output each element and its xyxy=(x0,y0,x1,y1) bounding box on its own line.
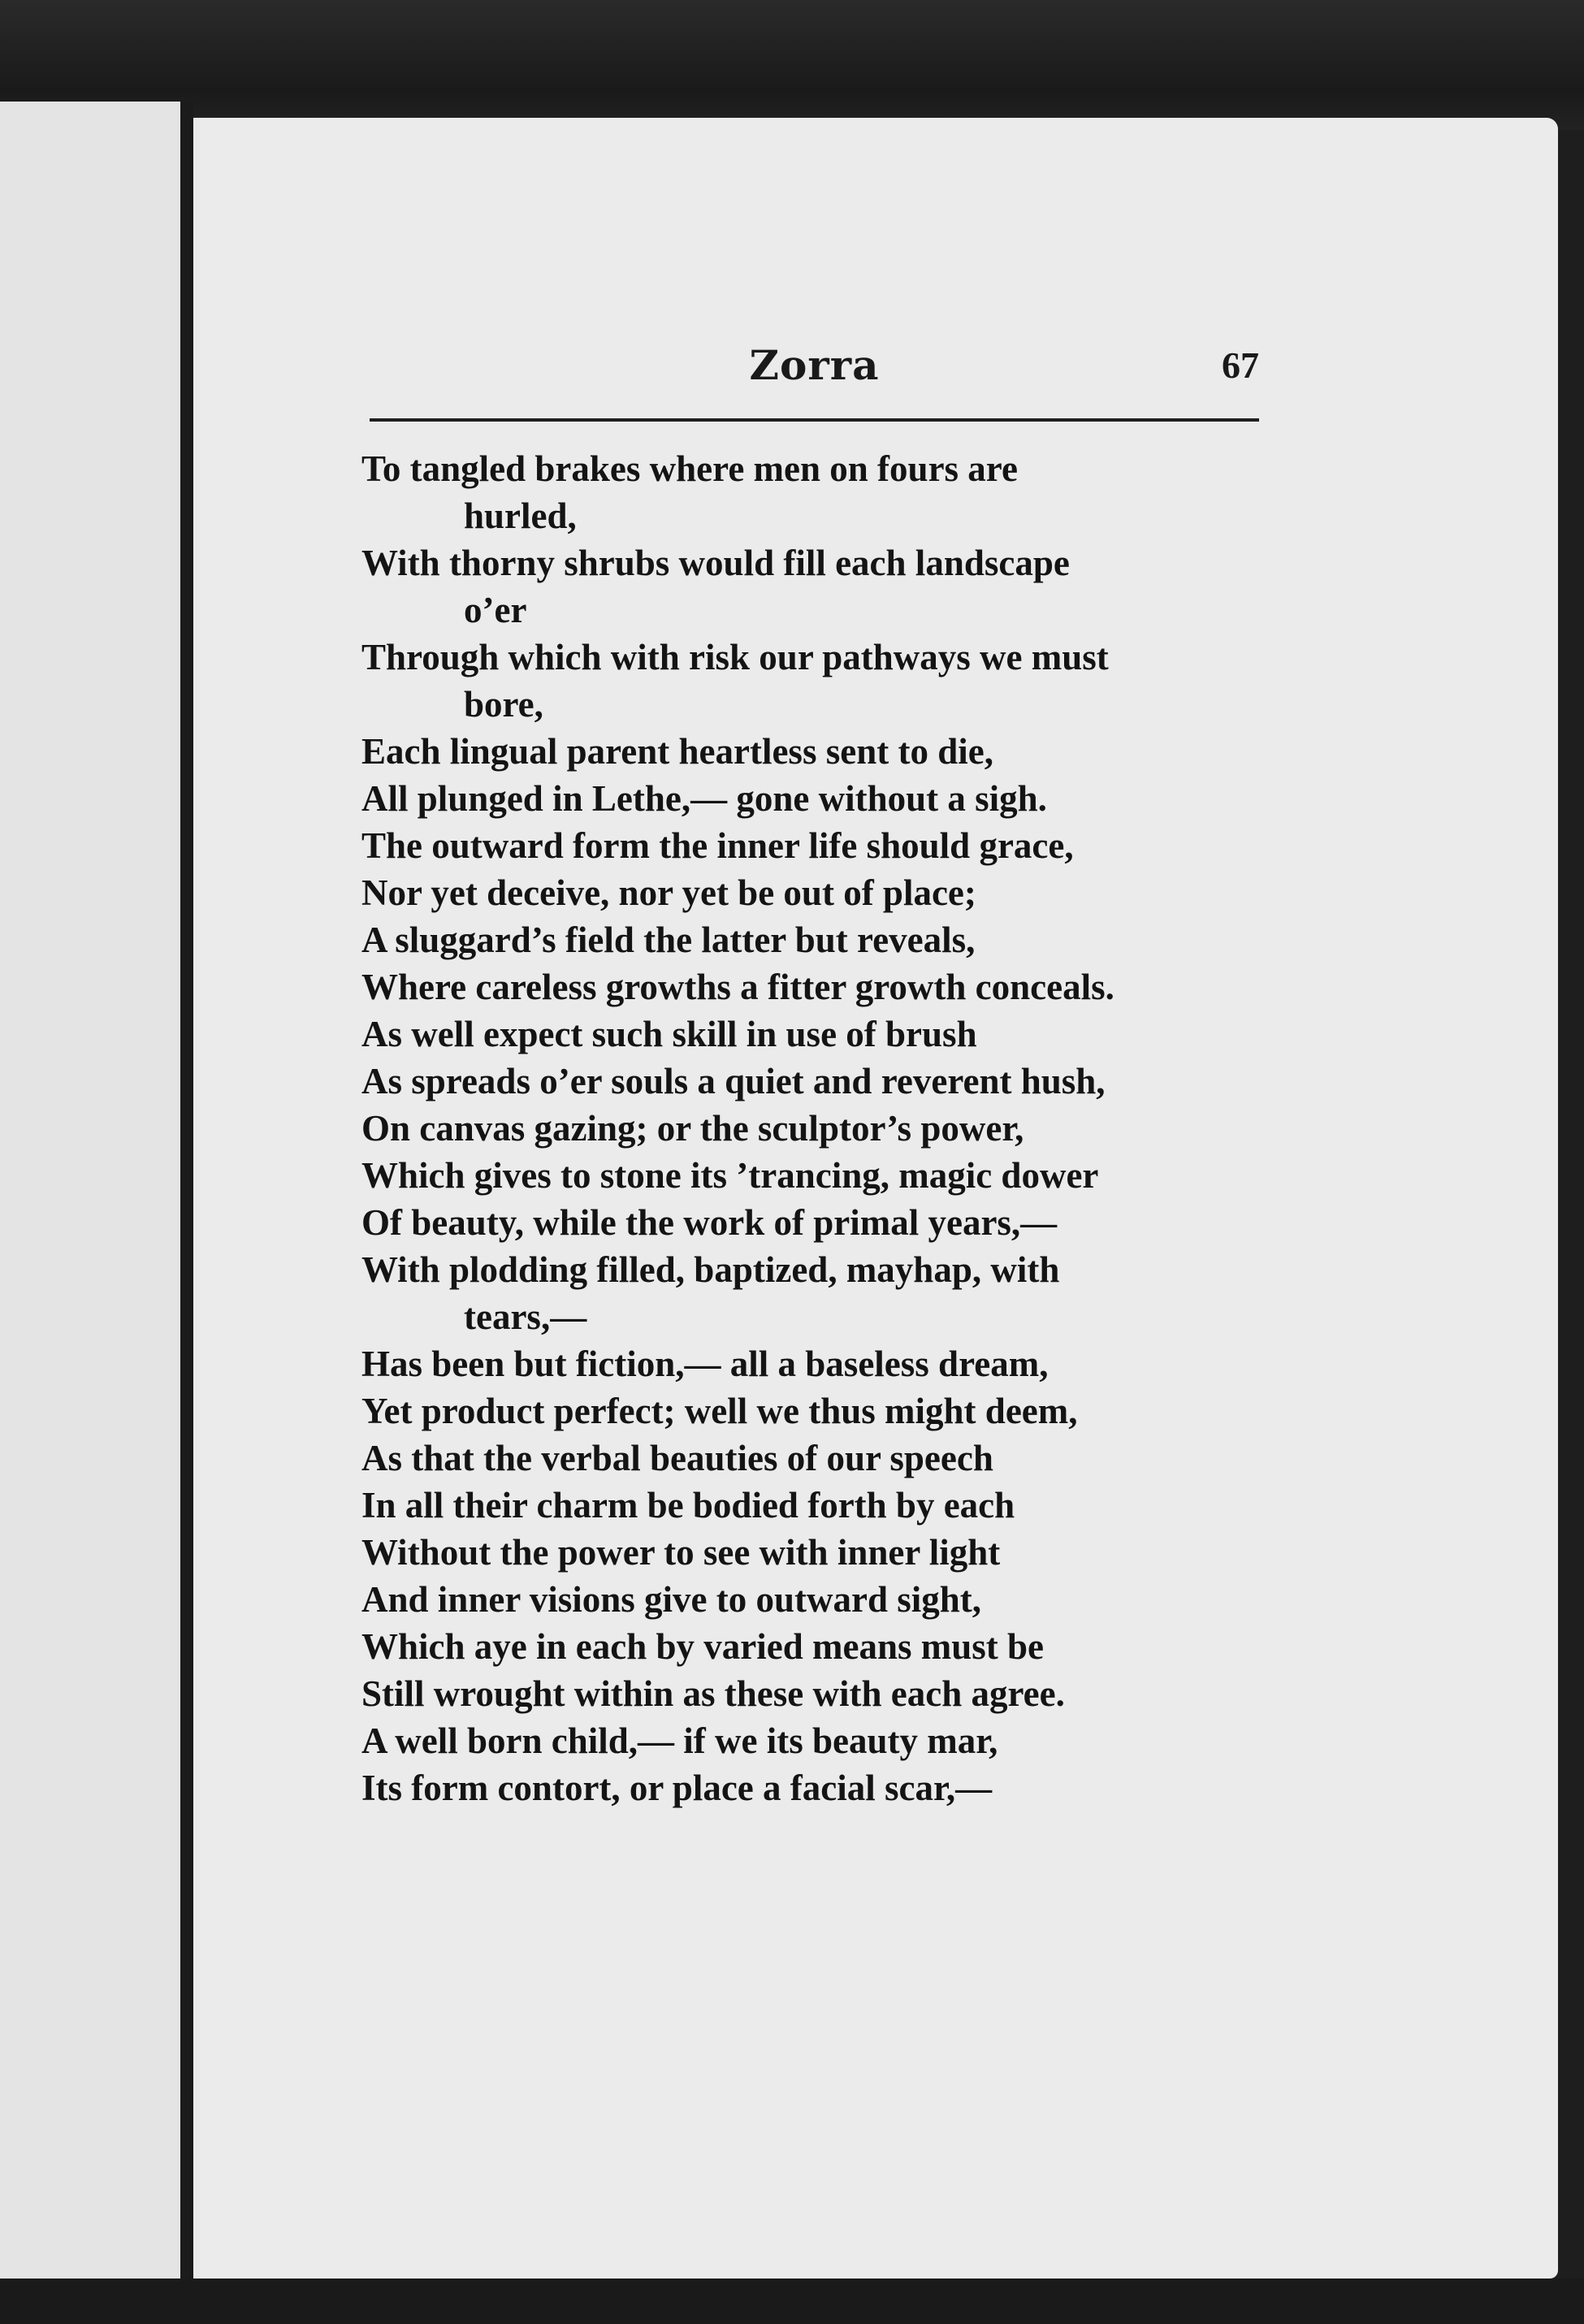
poem-line: Through which with risk our pathways we must xyxy=(361,637,1109,677)
scan-background-bottom xyxy=(0,2279,1584,2324)
poem-line: Yet product perfect; well we thus might deem, xyxy=(361,1391,1078,1431)
poem-line: The outward form the inner life should grace, xyxy=(361,825,1074,866)
poem-line: A well born child,— if we its beauty mar, xyxy=(361,1720,998,1761)
poem-line-continuation: hurled, xyxy=(464,496,577,536)
poem-line: Without the power to see with inner light xyxy=(361,1532,1001,1573)
poem-line-continuation: bore, xyxy=(464,684,543,725)
poem-line-continuation: o’er xyxy=(464,590,527,630)
poem-line: With thorny shrubs would fill each landscape xyxy=(361,543,1070,583)
poem-line: With plodding filled, baptized, mayhap, with xyxy=(361,1249,1060,1290)
book-gutter xyxy=(180,102,193,2295)
poem-line: To tangled brakes where men on fours are xyxy=(361,448,1018,489)
poem-line: Has been but fiction,— all a baseless dream, xyxy=(361,1344,1049,1384)
header-rule xyxy=(370,418,1259,422)
poem-line: On canvas gazing; or the sculptor’s power, xyxy=(361,1108,1024,1149)
poem-line: Still wrought within as these with each agree. xyxy=(361,1673,1065,1714)
poem-text xyxy=(361,445,1263,1811)
poem-line: Each lingual parent heartless sent to die, xyxy=(361,731,993,772)
poem-line: Where careless growths a fitter growth conceals. xyxy=(361,967,1114,1007)
poem-line: As spreads o’er souls a quiet and reverent hush, xyxy=(361,1061,1106,1101)
poem-line: And inner visions give to outward sight, xyxy=(361,1579,982,1620)
page-number: 67 xyxy=(1222,344,1259,386)
poem-line-continuation: tears,— xyxy=(464,1296,587,1337)
poem-line: Which aye in each by varied means must be xyxy=(361,1626,1045,1667)
poem-line: All plunged in Lethe,— gone without a sigh. xyxy=(361,778,1047,819)
scan-background-top xyxy=(0,0,1584,130)
page-header xyxy=(370,337,1259,435)
poem-line: Its form contort, or place a facial scar,— xyxy=(361,1768,993,1808)
poem-line: A sluggard’s field the latter but reveals, xyxy=(361,920,976,960)
poem-line: As that the verbal beauties of our speech xyxy=(361,1438,993,1478)
poem-line: Of beauty, while the work of primal years,— xyxy=(361,1202,1058,1243)
facing-page-edge xyxy=(0,102,180,2295)
running-title: Zorra xyxy=(749,341,880,389)
poem-line: Which gives to stone its ’trancing, magic dower xyxy=(361,1155,1099,1196)
poem-line: In all their charm be bodied forth by each xyxy=(361,1485,1015,1526)
poem-line: As well expect such skill in use of brush xyxy=(361,1014,977,1054)
poem-line: Nor yet deceive, nor yet be out of place; xyxy=(361,872,976,913)
